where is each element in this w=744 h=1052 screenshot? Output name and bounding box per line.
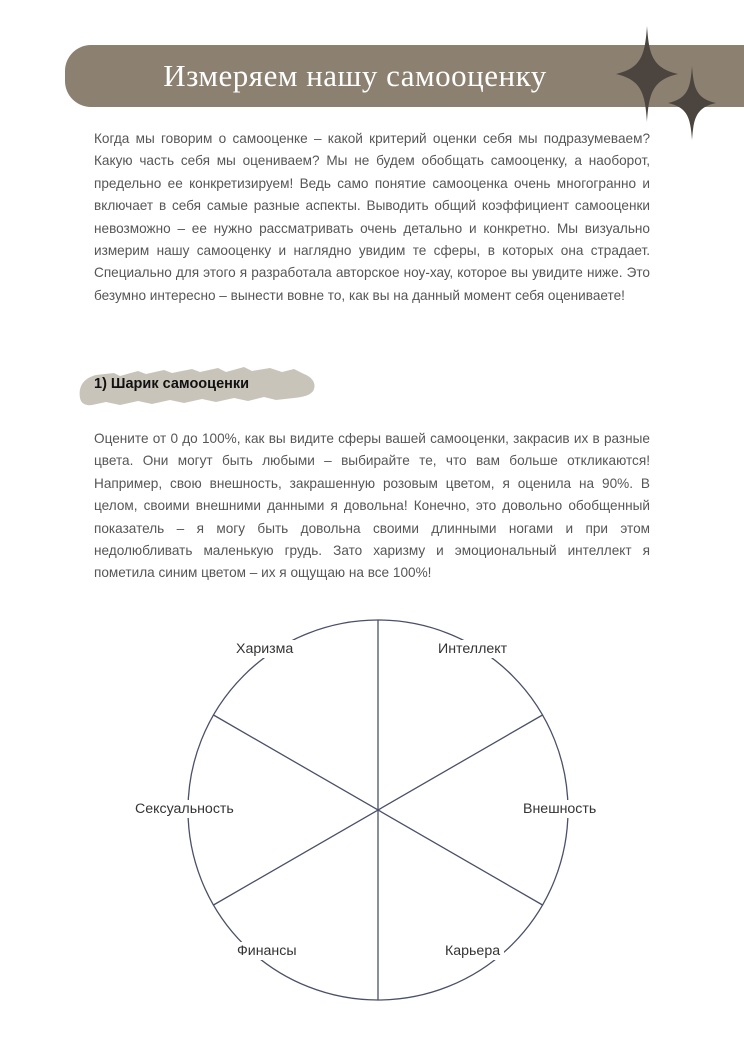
wheel-label-sexuality: Сексуальность <box>131 800 238 818</box>
wheel-diagram-svg <box>0 600 744 1030</box>
section-heading-text: 1) Шарик самооценки <box>94 376 250 392</box>
sparkle-star-small-icon <box>668 66 716 140</box>
section-heading-block <box>76 362 376 410</box>
wheel-label-career: Карьера <box>441 942 504 960</box>
wheel-label-charisma: Харизма <box>232 640 297 658</box>
page-header <box>0 0 744 130</box>
self-esteem-wheel-chart[interactable] <box>0 600 744 1030</box>
page-title: Измеряем нашу самооценку <box>163 58 547 93</box>
wheel-label-finance: Финансы <box>233 942 301 960</box>
sphere-paragraph: Оцените от 0 до 100%, как вы видите сферы вашей самооценки, закрасив их в разные цвета. Они могут быть любыми – выбирайте те, что вам больше откликаются! Например, свою внешность, закрашенную розовым цветом, я оценила на 90%. В целом, своими внешними данными я довольна! Конечно, это довольно обобщенный показатель – я могу быть довольна своими длинными ногами и при этом недолюбливать маленькую грудь. Зато харизму и эмоциональный интеллект я пометила синим цветом – их я ощущаю на все 100%! <box>94 431 650 581</box>
wheel-label-appearance: Внешность <box>519 800 600 818</box>
wheel-label-intellect: Интеллект <box>434 640 511 658</box>
intro-paragraph: Когда мы говорим о самооценке – какой критерий оценки себя мы подразумеваем? Какую часть себя мы оцениваем? Мы не будем обобщать самооценку, а наоборот, предельно ее конкретизируем! Ведь само понятие самооценка очень многогранно и включает в себя самые разные аспекты. Выводить общий коэффициент самооценки невозможно – ее нужно рассматривать очень детально и конкретно. Мы визуально измерим нашу самооценку и наглядно увидим те сферы, в которых она страдает. Специально для этого я разработала авторское ноу-хау, которое вы увидите ниже. Это безумно интересно – вынести вовне то, как вы на данный момент себя оцениваете! <box>94 131 650 303</box>
